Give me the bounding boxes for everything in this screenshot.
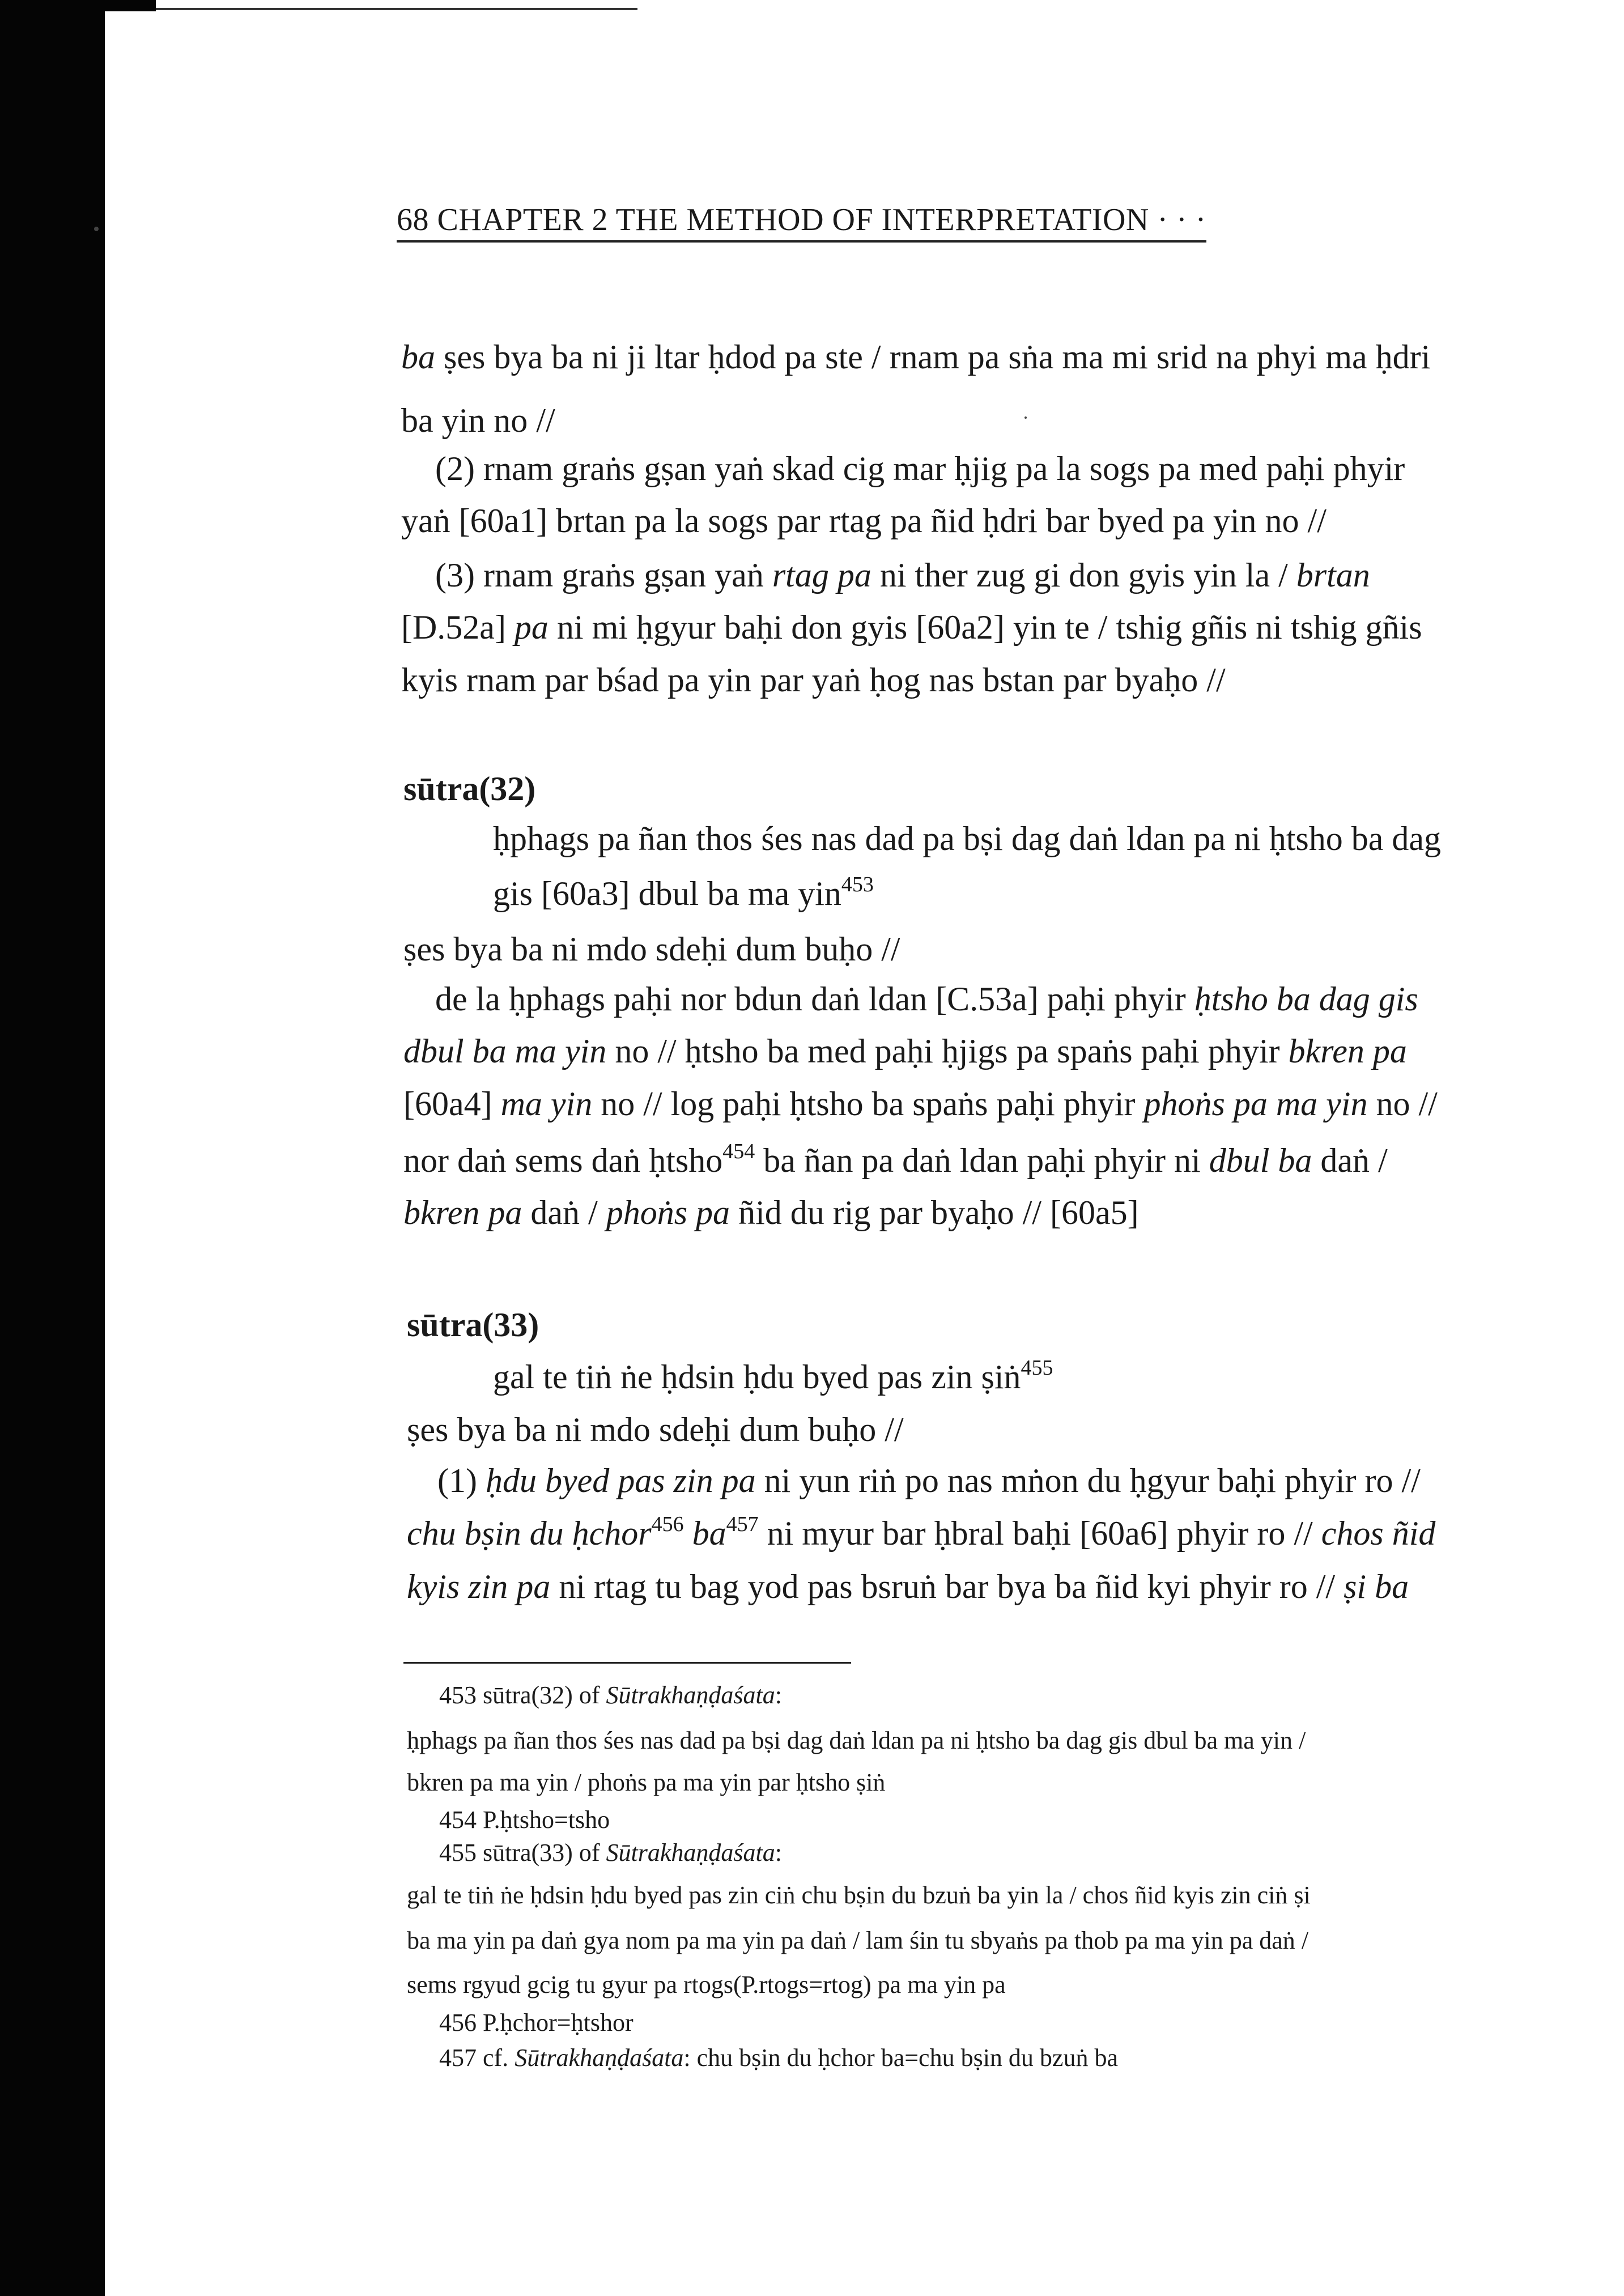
footnote-453: 453 sūtra(32) of Sūtrakhaṇḍaśata: xyxy=(439,1681,782,1709)
footnote-457: 457 cf. Sūtrakhaṇḍaśata: chu bṣin du ḥchor ba=chu bṣin du bzuṅ ba xyxy=(439,2044,1118,2072)
scan-speck xyxy=(1024,416,1027,419)
body-line: ba ṣes bya ba ni ji ltar ḥdod pa ste / rnam pa sṅa ma mi srid na phyi ma ḥdri xyxy=(401,338,1431,376)
footnote-ref: 456 xyxy=(651,1512,684,1536)
body-line: bkren pa daṅ / phoṅs pa ñid du rig par byaḥo // [60a5] xyxy=(403,1194,1139,1231)
footnote-ref: 457 xyxy=(726,1512,759,1536)
scan-top-edge xyxy=(105,0,535,12)
body-line: de la ḥphags paḥi nor bdun daṅ ldan [C.53a] paḥi phyir ḥtsho ba dag gis xyxy=(435,980,1418,1018)
body-line: (2) rnam graṅs gṣan yaṅ skad cig mar ḥjig pa la sogs pa med paḥi phyir xyxy=(435,450,1405,487)
scan-speck xyxy=(94,227,99,231)
sutra-quote-line: gis [60a3] dbul ba ma yin$^{453}$ xyxy=(493,873,874,912)
footnote-455: 455 sūtra(33) of Sūtrakhaṇḍaśata: xyxy=(439,1839,782,1866)
footnote-rule xyxy=(403,1662,851,1664)
body-line: ba yin no // xyxy=(401,402,555,439)
section-heading-sutra-32: sūtra(32) xyxy=(403,770,536,807)
footnote-455-text: sems rgyud gcig tu gyur pa rtogs(P.rtogs=rtog) pa ma yin pa xyxy=(407,1971,1006,1999)
footnote-ref: 455 xyxy=(1021,1356,1053,1380)
body-line: kyis zin pa ni rtag tu bag yod pas bsruṅ bar bya ba ñid kyi phyir ro // ṣi ba xyxy=(407,1568,1409,1605)
sutra-quote-line: gal te tiṅ ṅe ḥdsin ḥdu byed pas zin ṣiṅ$^{455}$ xyxy=(493,1356,1053,1396)
body-line: (1) ḥdu byed pas zin pa ni yun riṅ po nas mṅon du ḥgyur baḥi phyir ro // xyxy=(437,1462,1421,1499)
body-line: ṣes bya ba ni mdo sdeḥi dum buḥo // xyxy=(407,1411,904,1448)
footnote-454: 454 P.ḥtsho=tsho xyxy=(439,1806,610,1834)
body-line: [60a4] ma yin no // log paḥi ḥtsho ba spaṅs paḥi phyir phoṅs pa ma yin no // xyxy=(403,1085,1438,1123)
body-line: yaṅ [60a1] brtan pa la sogs par rtag pa ñid ḥdri bar byed pa yin no // xyxy=(401,502,1327,539)
body-line: (3) rnam graṅs gṣan yaṅ rtag pa ni ther zug gi don gyis yin la / brtan xyxy=(435,556,1370,594)
body-line: ṣes bya ba ni mdo sdeḥi dum buḥo // xyxy=(403,930,900,968)
body-line: dbul ba ma yin no // ḥtsho ba med paḥi ḥjigs pa spaṅs paḥi phyir bkren pa xyxy=(403,1032,1407,1070)
scan-edge-shadow xyxy=(0,0,105,2296)
sutra-quote-line: ḥphags pa ñan thos śes nas dad pa bṣi dag daṅ ldan pa ni ḥtsho ba dag xyxy=(493,820,1441,857)
footnote-455-text: ba ma yin pa daṅ gya nom pa ma yin pa daṅ / lam śin tu sbyaṅs pa thob pa ma yin pa daṅ / xyxy=(407,1927,1308,1954)
running-head: 68 CHAPTER 2 THE METHOD OF INTERPRETATION · · · xyxy=(397,201,1206,243)
footnote-456: 456 P.ḥchor=ḥtshor xyxy=(439,2009,634,2036)
body-line: nor daṅ sems daṅ ḥtsho$^{454}$ ba ñan pa daṅ ldan paḥi phyir ni dbul ba daṅ / xyxy=(403,1140,1388,1179)
body-line: chu bṣin du ḥchor$^{456}$ $ba^{457}$ ni myur bar ḥbral baḥi [60a6] phyir ro // chos ñid xyxy=(407,1512,1436,1552)
footnote-ref: 454 xyxy=(722,1140,755,1163)
footnote-ref: 453 xyxy=(841,873,874,896)
footnote-453-text: bkren pa ma yin / phoṅs pa ma yin par ḥtsho ṣiṅ xyxy=(407,1768,886,1796)
footnote-455-text: gal te tiṅ ṅe ḥdsin ḥdu byed pas zin ciṅ chu bṣin du bzuṅ ba yin la / chos ñid kyis zin ciṅ ṣi xyxy=(407,1881,1311,1909)
body-line: kyis rnam par bśad pa yin par yaṅ ḥog nas bstan par byaḥo // xyxy=(401,661,1226,699)
body-line: [D.52a] pa ni mi ḥgyur baḥi don gyis [60a2] yin te / tshig gñis ni tshig gñis xyxy=(401,609,1422,646)
footnote-453-text: ḥphags pa ñan thos śes nas dad pa bṣi dag daṅ ldan pa ni ḥtsho ba dag gis dbul ba ma yin / xyxy=(407,1727,1306,1754)
section-heading-sutra-33: sūtra(33) xyxy=(407,1306,539,1343)
